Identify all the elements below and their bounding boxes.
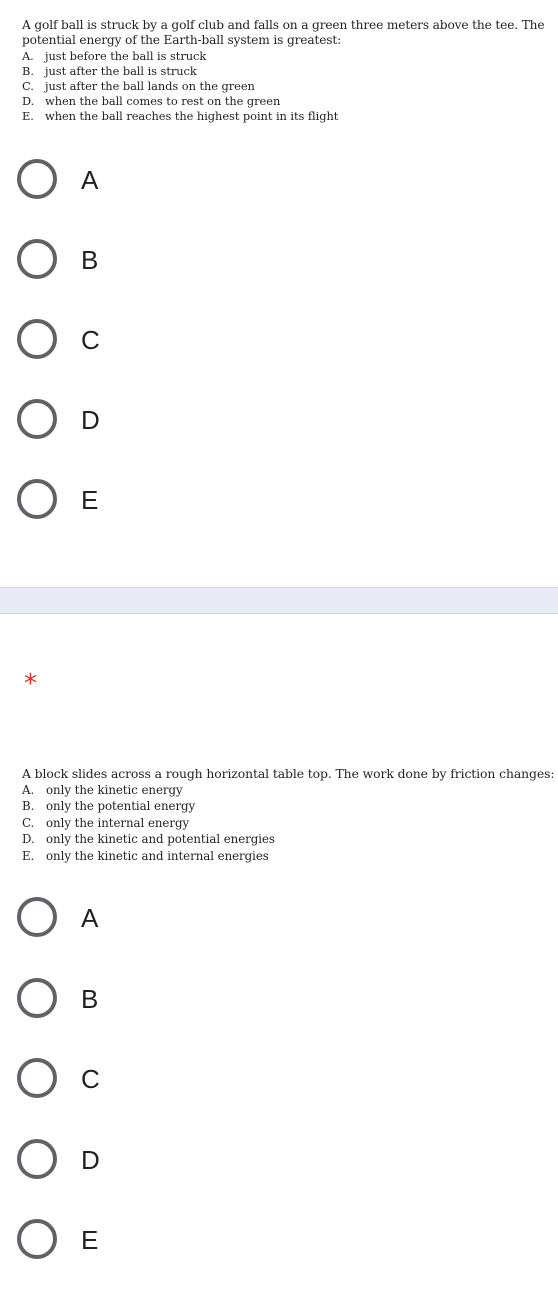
question-2-choice-list — [22, 782, 556, 864]
radio-option-label: D — [81, 1144, 100, 1175]
choice-text: only the kinetic energy — [46, 783, 183, 797]
radio-option-label: A — [81, 903, 99, 933]
radio-option-label: D — [81, 405, 100, 435]
radio-circle-icon[interactable] — [17, 239, 57, 279]
question-1-radio-group — [0, 139, 558, 539]
question-2-image — [22, 766, 556, 864]
choice-text: only the kinetic and internal energies — [46, 848, 269, 863]
radio-option-label: E — [81, 485, 99, 515]
question-2-choice — [22, 798, 556, 814]
radio-option-label: B — [81, 983, 99, 1014]
choice-letter: B. — [22, 799, 35, 814]
choice-letter: A. — [22, 783, 35, 797]
choice-letter: D. — [22, 94, 35, 108]
radio-option-label: C — [81, 1064, 100, 1094]
question-1-choice — [22, 64, 552, 79]
radio-option-a[interactable] — [0, 139, 558, 219]
question-1-choice-list — [22, 49, 552, 124]
radio-option-d[interactable] — [0, 379, 558, 459]
question-1-image — [22, 18, 552, 124]
choice-letter: C. — [22, 815, 35, 830]
radio-circle-icon[interactable] — [17, 1058, 57, 1098]
radio-option-label: C — [81, 325, 100, 355]
question-2-choice — [22, 848, 556, 864]
radio-circle-icon[interactable] — [17, 399, 57, 439]
choice-text: only the potential energy — [46, 799, 196, 814]
radio-option-d[interactable] — [0, 1119, 558, 1200]
choice-text: only the kinetic and potential energies — [46, 832, 275, 847]
question-1-choice — [22, 49, 552, 64]
radio-option-label: E — [81, 1225, 99, 1255]
required-asterisk: * — [24, 669, 37, 699]
radio-option-b[interactable] — [0, 219, 558, 299]
question-1-choice — [22, 109, 552, 124]
radio-option-c[interactable] — [0, 1038, 558, 1119]
radio-option-a[interactable] — [0, 877, 558, 958]
choice-text: just after the ball is struck — [45, 64, 197, 78]
radio-option-b[interactable] — [0, 958, 558, 1039]
question-2-stem: A block slides across a rough horizontal table top. The work done by friction changes: — [22, 766, 555, 781]
question-divider — [0, 587, 558, 614]
radio-circle-icon[interactable] — [17, 978, 57, 1018]
choice-text: only the internal energy — [46, 815, 190, 830]
choice-letter: E. — [22, 109, 34, 123]
radio-option-e[interactable] — [0, 459, 558, 539]
question-2-choice — [22, 831, 556, 847]
choice-text: when the ball comes to rest on the green — [45, 94, 281, 108]
choice-letter: E. — [22, 848, 35, 863]
radio-circle-icon[interactable] — [17, 1139, 57, 1179]
choice-letter: D. — [22, 832, 35, 847]
radio-option-c[interactable] — [0, 299, 558, 379]
choice-text: just before the ball is struck — [45, 49, 207, 63]
radio-option-label: B — [81, 245, 99, 275]
radio-circle-icon[interactable] — [17, 1219, 57, 1259]
question-1-stem: A golf ball is struck by a golf club and falls on a green three meters above the tee. The potential energy of the Earth-ball system is greatest: — [22, 18, 545, 47]
radio-circle-icon[interactable] — [17, 319, 57, 359]
radio-option-label: A — [81, 165, 99, 195]
choice-letter: A. — [22, 49, 34, 63]
radio-option-e[interactable] — [0, 1199, 558, 1280]
question-1-choice — [22, 94, 552, 109]
choice-text: when the ball reaches the highest point in its flight — [45, 109, 339, 123]
choice-letter: B. — [22, 64, 34, 78]
choice-text: just after the ball lands on the green — [45, 79, 255, 93]
question-2-radio-group — [0, 877, 558, 1280]
question-2-choice — [22, 782, 556, 798]
question-2-choice — [22, 815, 556, 831]
choice-letter: C. — [22, 79, 34, 93]
radio-circle-icon[interactable] — [17, 159, 57, 199]
radio-circle-icon[interactable] — [17, 479, 57, 519]
radio-circle-icon[interactable] — [17, 897, 57, 937]
question-1-choice — [22, 79, 552, 94]
